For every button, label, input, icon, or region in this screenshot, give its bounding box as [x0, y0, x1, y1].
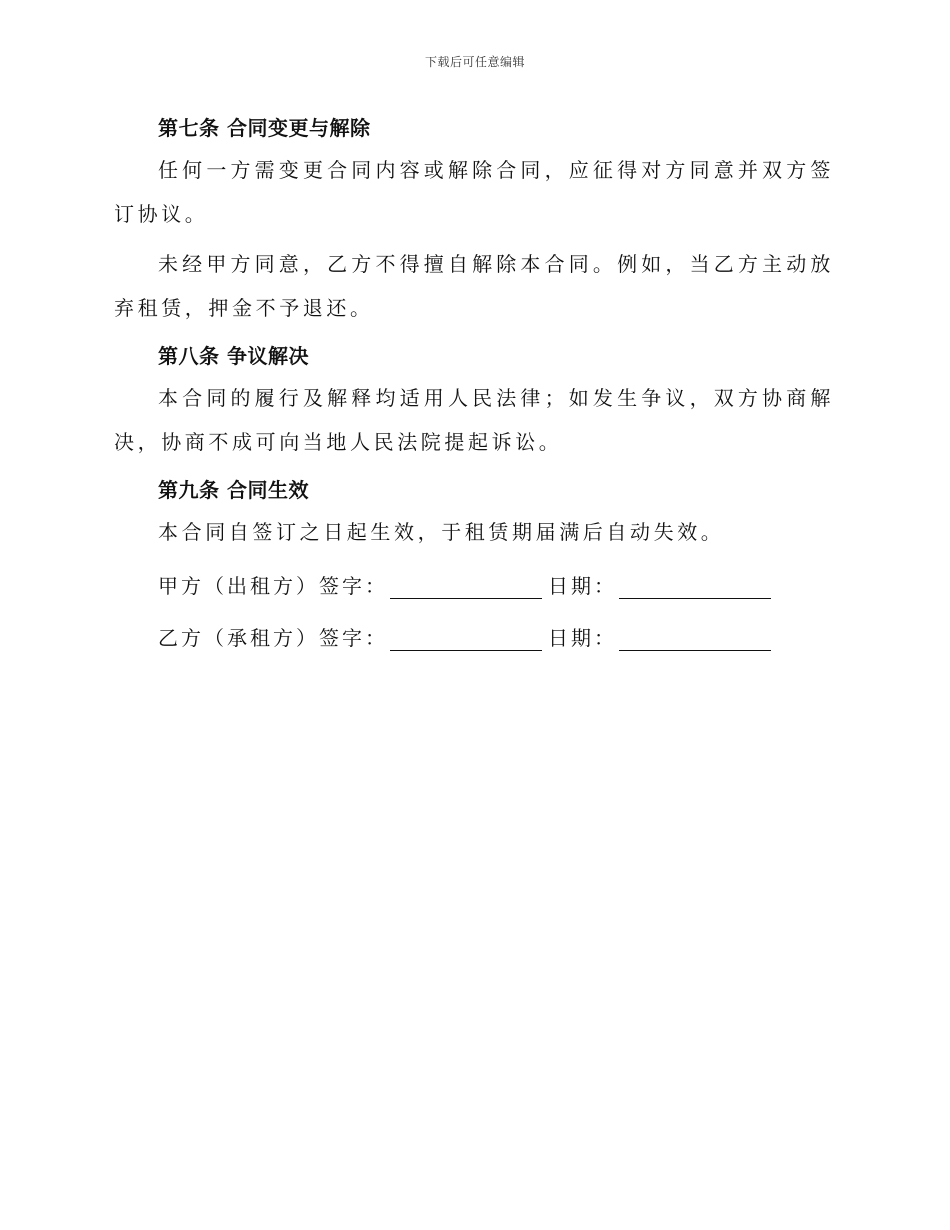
- article-9-paragraph-1: 本合同自签订之日起生效，于租赁期届满后自动失效。: [158, 520, 725, 544]
- party-a-date-label: 日期：: [548, 574, 617, 598]
- party-a-date-line: [619, 576, 771, 599]
- party-a-signature-line: [390, 576, 542, 599]
- document-body: [114, 108, 834, 664]
- article-7-paragraph-1: 任何一方需变更合同内容或解除合同，应征得对方同意并双方签订协议。: [114, 158, 834, 226]
- article-7-paragraph-2: 未经甲方同意，乙方不得擅自解除本合同。例如，当乙方主动放弃租赁，押金不予退还。: [114, 252, 834, 320]
- party-b-date-label: 日期：: [548, 626, 617, 650]
- party-b-signature-line: [390, 628, 542, 651]
- party-a-signature-row: [158, 560, 834, 612]
- article-8-paragraph-1: 本合同的履行及解释均适用人民法律；如发生争议，双方协商解决，协商不成可向当地人民法院提起诉讼。: [114, 386, 834, 454]
- party-b-date-line: [619, 628, 771, 651]
- party-b-label: 乙方（承租方）签字：: [158, 626, 388, 650]
- article-8-title: 第八条 争议解决: [158, 344, 309, 368]
- party-b-signature-row: [158, 612, 834, 664]
- article-7-title: 第七条 合同变更与解除: [158, 116, 371, 140]
- article-9-title: 第九条 合同生效: [158, 478, 309, 502]
- header-note: 下载后可任意编辑: [424, 55, 525, 69]
- party-a-label: 甲方（出租方）签字：: [158, 574, 388, 598]
